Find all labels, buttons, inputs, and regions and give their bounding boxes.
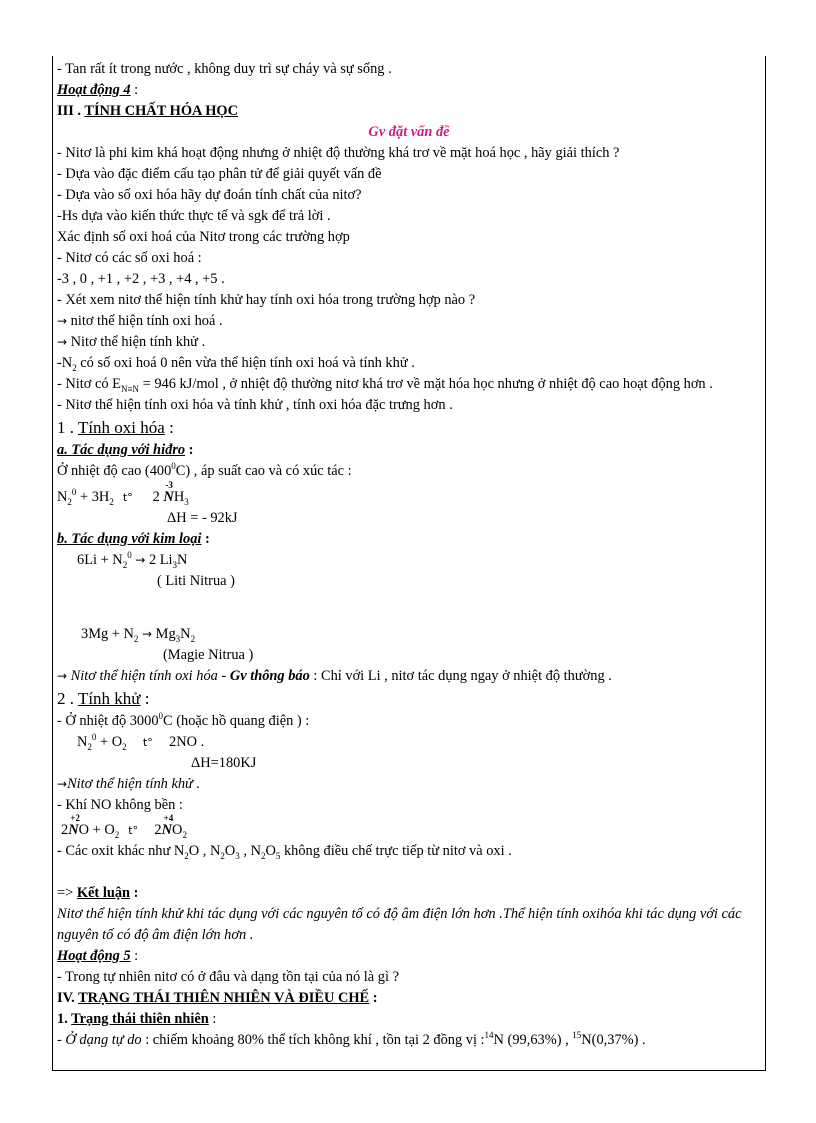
arrow-icon: → bbox=[57, 335, 68, 349]
text-line: - Dựa vào đặc điểm cấu tạo phân tử để giải quyết vấn đề bbox=[57, 166, 382, 182]
text-line: - Nitơ có các số oxi hoá : bbox=[57, 250, 202, 266]
activity-5-heading: Hoạt động 5 : bbox=[57, 948, 139, 964]
compound-name: ( Liti Nitrua ) bbox=[157, 573, 235, 589]
text-line: - Tan rất ít trong nước , không duy trì sự cháy và sự sống . bbox=[57, 61, 392, 77]
text-line: - Ở nhiệt độ 3000$^0$C (hoặc hồ quang điện ) : bbox=[57, 711, 310, 729]
text-line: - Khí NO không bền : bbox=[57, 797, 183, 813]
document-body bbox=[57, 59, 761, 1051]
conclusion-heading: => Kết luận : bbox=[57, 885, 139, 901]
text-line: - Dựa vào số oxi hóa hãy dự đoán tính chất của nitơ? bbox=[57, 187, 362, 203]
text-line: Ở nhiệt độ cao $(400^0C)$ , áp suất cao và có xúc tác : bbox=[57, 461, 352, 479]
text-line: - Nitơ thể hiện tính oxi hóa và tính khử , tính oxi hóa đặc trưng hơn . bbox=[57, 397, 453, 413]
text-line: - Xét xem nitơ thể hiện tính khử hay tính oxi hóa trong trường hợp nào ? bbox=[57, 292, 476, 308]
subheading-hydrogen: a. Tác dụng với hiđro : bbox=[57, 442, 194, 458]
text-line: - Nitơ là phi kim khá hoạt động nhưng ở nhiệt độ thường khá trơ về mặt hoá học , hãy giải thích ? bbox=[57, 145, 620, 161]
reaction-condition-icon: t° bbox=[128, 824, 139, 837]
arrow-icon: → bbox=[57, 314, 68, 328]
equation-n2-h2: $N_2^0 + 3H_2$ t° 2 -3 $NH_3$ bbox=[57, 480, 189, 507]
text-line: - Nitơ có $E_{N\equiv N} = 946$ kJ/mol , ở nhiệt độ thường nitơ khá trơ về mặt hóa học nhưng ở nhiệt độ cao hoạt động hơn . bbox=[57, 376, 713, 394]
enthalpy-value: ΔH = - 92kJ bbox=[167, 510, 238, 526]
subheading-metal: b. Tác dụng với kim loại : bbox=[57, 531, 210, 547]
arrow-icon: → bbox=[57, 669, 68, 683]
text-line: -3 , 0 , +1 , +2 , +3 , +4 , +5 . bbox=[57, 271, 225, 287]
reaction-condition-icon: t° bbox=[142, 736, 153, 749]
text-line: - Trong tự nhiên nitơ có ở đâu và dạng tồn tại của nó là gì ? bbox=[57, 969, 399, 985]
reduction-heading: 2 . Tính khử : bbox=[57, 689, 150, 708]
arrow-icon: → bbox=[57, 777, 68, 791]
equation-n2-o2: $N_2^0 + O_2$ t° 2NO . bbox=[77, 732, 205, 752]
text-line: - Các oxit khác như $N_2O$ , $N_2O_3$ , $N_2O_5$ không điều chế trực tiếp từ nitơ và oxi . bbox=[57, 843, 512, 861]
equation-li-n2: $6Li + N_2^0 \to 2$ $Li_3N$ bbox=[77, 550, 188, 570]
text-line: -Hs dựa vào kiến thức thực tế và sgk để trả lời . bbox=[57, 208, 331, 224]
text-line: Xác định số oxi hoá của Nitơ trong các trường hợp bbox=[57, 229, 350, 245]
text-line: - Ở dạng tự do : chiếm khoảng 80% thể tích không khí , tồn tại 2 đồng vị :$^{14}$N (99,63%) , $^{15}$N(0,37%) . bbox=[57, 1030, 646, 1048]
equation-no-o2: 2 +2 NO + $O_2$ t° 2 +4 $NO_2$ bbox=[61, 813, 187, 840]
conclusion-text: Nitơ thể hiện tính khử khi tác dụng với các nguyên tố có độ âm điện lớn hơn .Thể hiện tính oxihóa khi tác dụng với các nguyên tố có độ âm điện lớn hơn . bbox=[57, 906, 742, 943]
oxidation-heading: 1 . Tính oxi hóa : bbox=[57, 418, 174, 437]
enthalpy-value: ΔH=180KJ bbox=[191, 755, 257, 771]
natural-state-heading: 1. Trạng thái thiên nhiên : bbox=[57, 1011, 217, 1027]
arrow-icon: → bbox=[142, 627, 153, 641]
text-line: → nitơ thể hiện tính oxi hoá . bbox=[57, 313, 223, 329]
text-line: → Nitơ thể hiện tính khử . bbox=[57, 334, 206, 350]
activity-4-heading: Hoạt động 4 : bbox=[57, 82, 139, 98]
reaction-condition-icon: t° bbox=[122, 491, 133, 504]
arrow-icon: → bbox=[135, 553, 146, 567]
text-line: →Nitơ thể hiện tính khử . bbox=[57, 776, 201, 792]
section-3-heading: III . TÍNH CHẤT HÓA HỌC bbox=[57, 103, 239, 119]
compound-name: (Magie Nitrua ) bbox=[163, 647, 254, 663]
equation-mg-n2: $3Mg + N_2 \to Mg_3N_2$ bbox=[81, 626, 196, 644]
teacher-problem-heading: Gv đặt vấn đề bbox=[368, 124, 450, 140]
teacher-note: → Nitơ thể hiện tính oxi hóa - Gv thông báo : Chỉ với Li , nitơ tác dụng ngay ở nhiệt độ thường . bbox=[57, 668, 612, 684]
text-line: $-N_2$ có số oxi hoá 0 nên vừa thể hiện tính oxi hoá và tính khử . bbox=[57, 355, 415, 373]
section-4-heading: IV. TRẠNG THÁI THIÊN NHIÊN VÀ ĐIỀU CHẾ : bbox=[57, 990, 378, 1006]
